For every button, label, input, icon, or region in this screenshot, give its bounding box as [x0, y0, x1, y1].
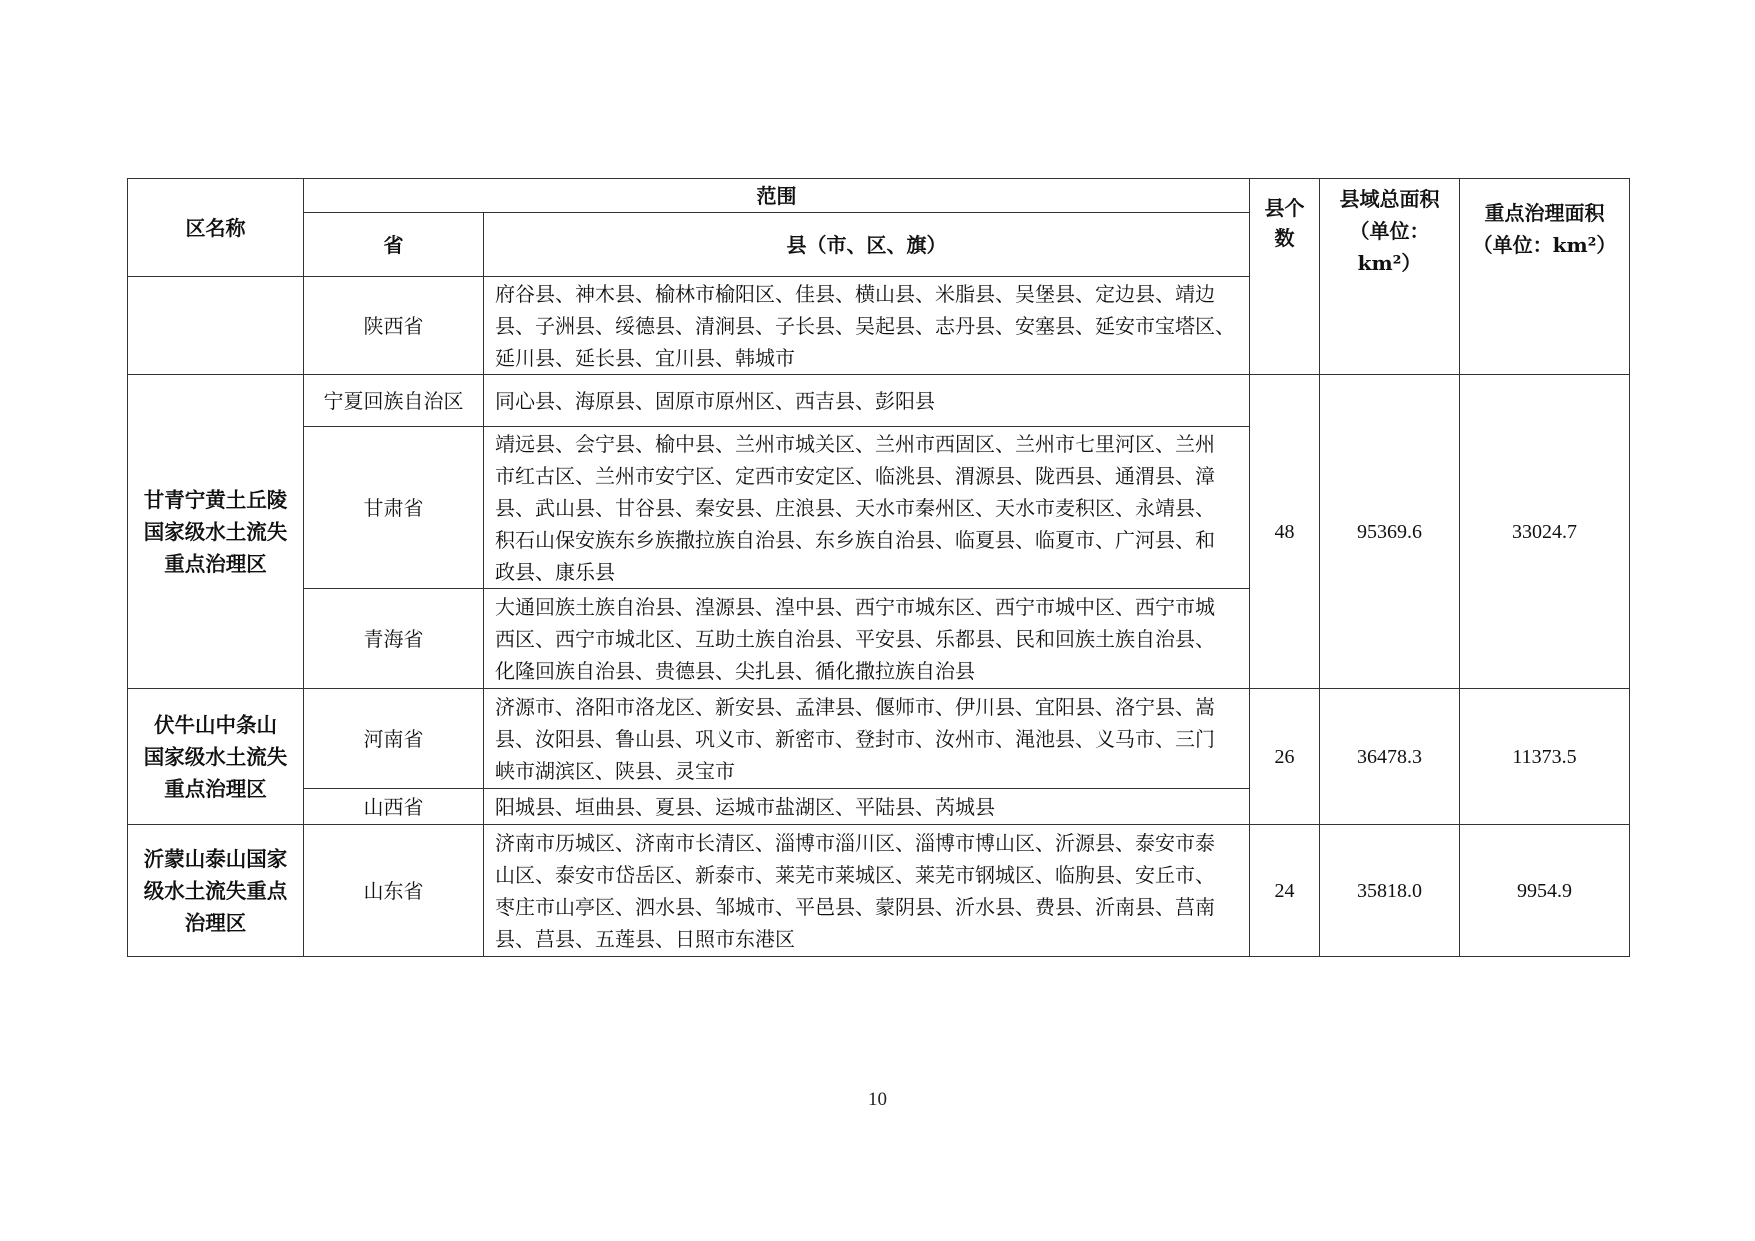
region-name-line: 重点治理区 [164, 776, 267, 801]
total-area-cell [1320, 375, 1460, 689]
province-name: 河南省 [363, 726, 424, 751]
county-count-cell [1250, 825, 1320, 957]
header-province [304, 213, 484, 277]
counties-cell [484, 689, 1250, 789]
province-name: 山东省 [363, 878, 424, 903]
county-line: 济南市历城区、济南市长清区、淄博市淄川区、淄博市博山区、沂源县、泰安市泰 [495, 830, 1215, 855]
province-name: 山西省 [363, 794, 424, 819]
counties-cell [484, 589, 1250, 689]
region-name-cell-continued [128, 277, 304, 375]
header-total-area-line1: 县域总面积 [1339, 187, 1440, 211]
header-county-count-label: 县个数 [1264, 196, 1305, 250]
province-cell [304, 689, 484, 789]
province-cell [304, 375, 484, 427]
header-counties-label: 县（市、区、旗） [786, 232, 947, 257]
counties-cell [484, 789, 1250, 825]
table-row [128, 825, 1630, 957]
header-total-area-line3: km²） [1357, 251, 1422, 275]
counties-cell [484, 277, 1250, 375]
province-cell [304, 789, 484, 825]
county-line: 县、汝阳县、鲁山县、巩义市、新密市、登封市、汝州市、渑池县、义马市、三门 [495, 726, 1215, 751]
county-count-value: 26 [1274, 745, 1295, 768]
treat-area-value: 11373.5 [1512, 745, 1577, 768]
total-area-value: 35818.0 [1357, 879, 1422, 902]
header-region-label: 区名称 [185, 215, 246, 240]
county-line: 枣庄市山亭区、泗水县、邹城市、平邑县、蒙阴县、沂水县、费县、沂南县、莒南 [495, 894, 1215, 919]
counties-cell [484, 427, 1250, 589]
county-line: 政县、康乐县 [495, 559, 615, 584]
region-name-line: 伏牛山中条山 [154, 712, 277, 737]
region-name-line: 国家级水土流失 [143, 519, 288, 544]
province-name: 宁夏回族自治区 [323, 388, 464, 413]
header-treat-area-line2: （单位：km²） [1472, 233, 1617, 257]
table-row [128, 689, 1630, 789]
county-line: 山区、泰安市岱岳区、新泰市、莱芜市莱城区、莱芜市钢城区、临朐县、安丘市、 [495, 862, 1215, 887]
province-name: 陕西省 [363, 313, 424, 338]
total-area-cell [1320, 825, 1460, 957]
header-treat-area-line1: 重点治理面积 [1484, 201, 1605, 225]
counties-cell [484, 825, 1250, 957]
county-line: 西区、西宁市城北区、互助土族自治县、平安县、乐都县、民和回族土族自治县、 [495, 626, 1215, 651]
region-name-line: 级水土流失重点 [143, 878, 288, 903]
province-name: 甘肃省 [363, 495, 424, 520]
county-count-value: 48 [1274, 520, 1295, 543]
region-name-line: 国家级水土流失 [143, 744, 288, 769]
treat-area-cell [1460, 375, 1630, 689]
county-line: 积石山保安族东乡族撒拉族自治县、东乡族自治县、临夏县、临夏市、广河县、和 [495, 527, 1215, 552]
header-province-label: 省 [383, 232, 404, 257]
region-name-line: 治理区 [184, 910, 247, 935]
total-area-cell [1320, 689, 1460, 825]
county-line: 延川县、延长县、宜川县、韩城市 [495, 345, 795, 370]
table-header-row [128, 179, 1630, 213]
county-line: 峡市湖滨区、陕县、灵宝市 [495, 758, 735, 783]
total-area-value: 95369.6 [1357, 520, 1422, 543]
county-line: 府谷县、神木县、榆林市榆阳区、佳县、横山县、米脂县、吴堡县、定边县、靖边 [495, 281, 1215, 306]
header-scope-label: 范围 [756, 183, 797, 208]
county-line: 县、子洲县、绥德县、清涧县、子长县、吴起县、志丹县、安塞县、延安市宝塔区、 [495, 313, 1235, 338]
header-total-area-line2: （单位： [1349, 219, 1430, 243]
page-number: 10 [868, 1089, 887, 1110]
county-count-value: 24 [1274, 879, 1295, 902]
counties-cell [484, 375, 1250, 427]
region-name-line: 沂蒙山泰山国家 [143, 846, 288, 871]
county-line: 同心县、海原县、固原市原州区、西吉县、彭阳县 [495, 388, 935, 413]
region-name-cell [128, 689, 304, 825]
county-line: 阳城县、垣曲县、夏县、运城市盐湖区、平陆县、芮城县 [495, 794, 995, 819]
province-name: 青海省 [363, 626, 424, 651]
county-count-cell [1250, 375, 1320, 689]
county-line: 济源市、洛阳市洛龙区、新安县、孟津县、偃师市、伊川县、宜阳县、洛宁县、嵩 [495, 694, 1215, 719]
region-name-line: 甘青宁黄土丘陵 [143, 487, 288, 512]
region-name-cell [128, 825, 304, 957]
province-cell [304, 589, 484, 689]
county-line: 市红古区、兰州市安宁区、定西市安定区、临洮县、渭源县、陇西县、通渭县、漳 [495, 463, 1215, 488]
treat-area-value: 33024.7 [1512, 520, 1577, 543]
county-line: 县、武山县、甘谷县、秦安县、庄浪县、天水市秦州区、天水市麦积区、永靖县、 [495, 495, 1215, 520]
region-name-cell [128, 375, 304, 689]
total-area-value: 36478.3 [1357, 745, 1422, 768]
header-counties [484, 213, 1250, 277]
county-line: 县、莒县、五莲县、日照市东港区 [495, 926, 795, 951]
header-total-area [1320, 179, 1460, 375]
province-cell [304, 427, 484, 589]
header-treat-area [1460, 179, 1630, 375]
header-scope [304, 179, 1250, 213]
province-cell [304, 825, 484, 957]
county-line: 大通回族土族自治县、湟源县、湟中县、西宁市城东区、西宁市城中区、西宁市城 [495, 594, 1215, 619]
county-count-cell [1250, 689, 1320, 825]
table-row [128, 375, 1630, 427]
treat-area-cell [1460, 825, 1630, 957]
header-region-name [128, 179, 304, 277]
province-cell [304, 277, 484, 375]
county-line: 靖远县、会宁县、榆中县、兰州市城关区、兰州市西固区、兰州市七里河区、兰州 [495, 431, 1215, 456]
treatment-zone-table [127, 178, 1630, 957]
region-name-line: 重点治理区 [164, 551, 267, 576]
county-line: 化隆回族自治县、贵德县、尖扎县、循化撒拉族自治县 [495, 658, 975, 683]
header-county-count [1250, 179, 1320, 375]
treat-area-cell [1460, 689, 1630, 825]
treat-area-value: 9954.9 [1517, 879, 1572, 902]
